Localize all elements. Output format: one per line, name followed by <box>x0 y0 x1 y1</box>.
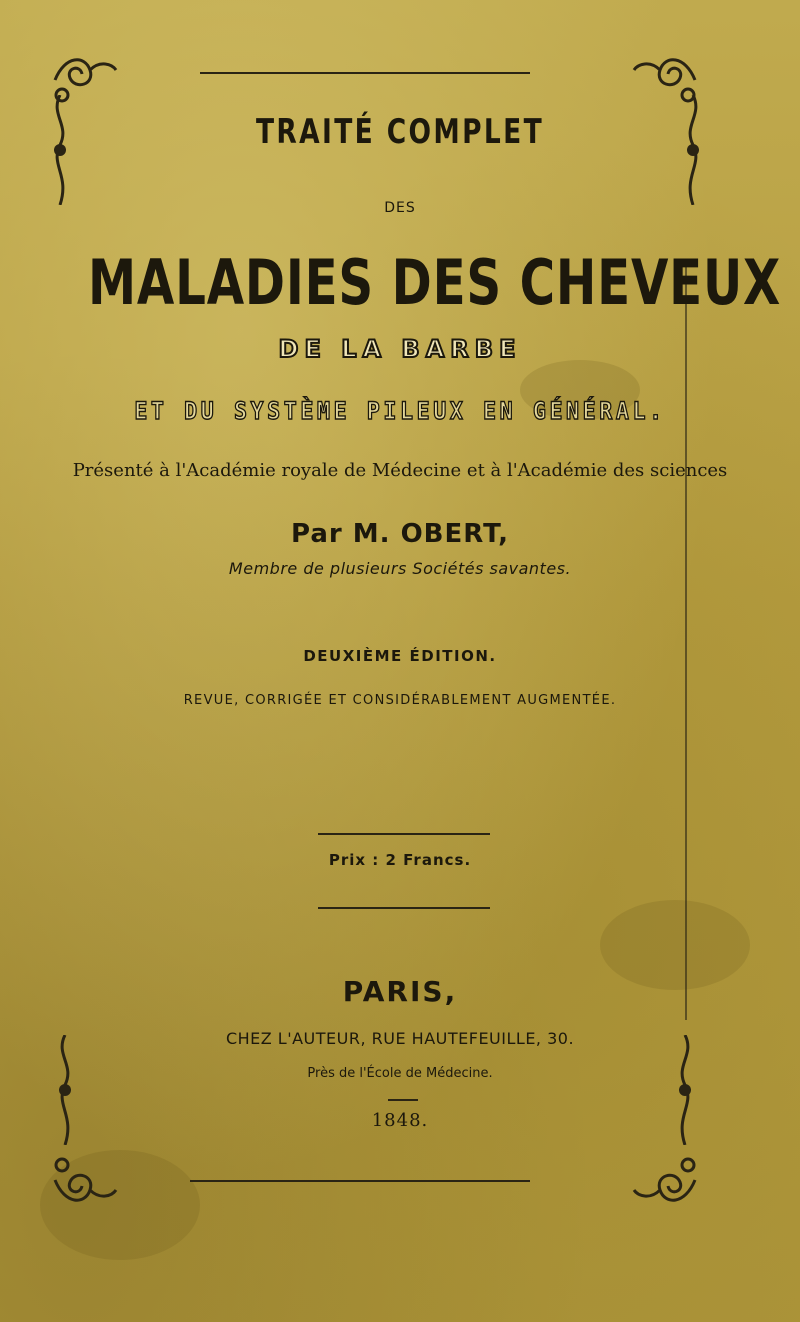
scroll-flourish-icon <box>50 1150 120 1210</box>
publisher-line: CHEZ L'AUTEUR, RUE HAUTEFEUILLE, 30. <box>225 1029 575 1048</box>
price-rule-bottom <box>318 907 490 909</box>
top-rule <box>200 72 530 74</box>
scroll-flourish-icon <box>630 1150 700 1210</box>
city-line: PARIS, <box>342 975 458 1008</box>
title-barbe: DE LA BARBE <box>278 335 522 363</box>
title-des: DES <box>384 200 416 216</box>
author-role: Membre de plusieurs Sociétés savantes. <box>228 559 572 578</box>
year-rule <box>388 1099 418 1101</box>
price-line: Prix : 2 Francs. <box>328 851 472 869</box>
title-maladies: MALADIES DES CHEVEUX <box>88 246 782 319</box>
year-line: 1848. <box>371 1110 429 1131</box>
price-rule-top <box>318 833 490 835</box>
bottom-rule <box>190 1180 530 1182</box>
vertical-flourish-icon <box>45 95 75 205</box>
author-name: Par M. OBERT, <box>290 519 510 549</box>
publisher-note: Près de l'École de Médecine. <box>307 1066 493 1081</box>
title-traite-complet: TRAITÉ COMPLET <box>255 112 545 152</box>
title-systeme: ET DU SYSTÈME PILEUX EN GÉNÉRAL. <box>134 397 666 425</box>
edition-note: REVUE, CORRIGÉE ET CONSIDÉRABLEMENT AUGMENTÉE. <box>183 693 617 708</box>
presented-line: Présenté à l'Académie royale de Médecine et à l'Académie des sciences <box>72 460 728 481</box>
side-rule <box>685 260 687 1020</box>
edition-line: DEUXIÈME ÉDITION. <box>303 647 497 665</box>
